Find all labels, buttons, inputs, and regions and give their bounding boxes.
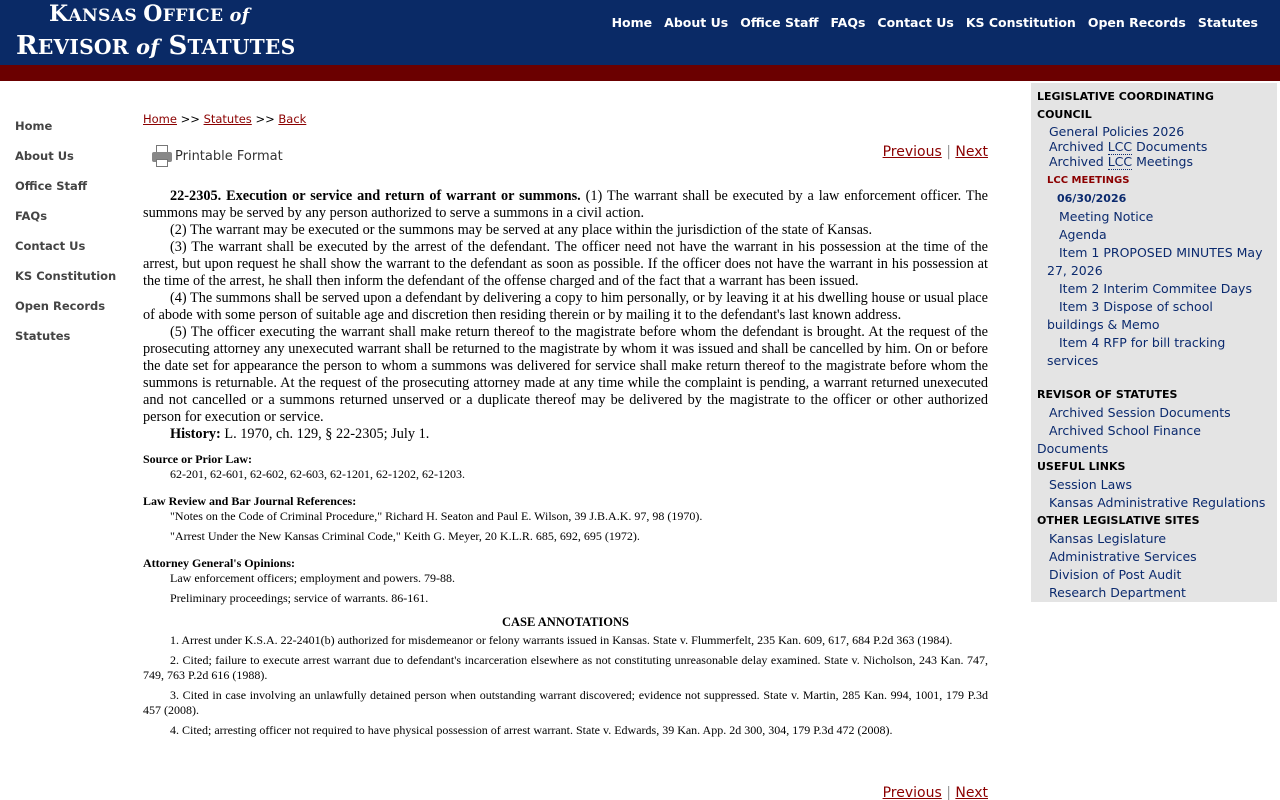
lcc-meetings-heading: LCC MEETINGS: [1047, 175, 1130, 186]
pager-bottom: Previous | Next: [882, 785, 988, 800]
printable-format-button[interactable]: [151, 144, 283, 168]
header-accent-bar: [0, 65, 1280, 81]
research-department-link[interactable]: Research Department: [1049, 585, 1186, 600]
top-nav-statutes[interactable]: Statutes: [1197, 15, 1258, 30]
agenda-link[interactable]: Agenda: [1059, 227, 1107, 242]
left-nav-home[interactable]: Home: [15, 119, 53, 133]
useful-links-heading: USEFUL LINKS: [1037, 460, 1126, 473]
item-4-link[interactable]: Item 4 RFP for bill tracking services: [1047, 335, 1226, 368]
meeting-notice-link[interactable]: Meeting Notice: [1059, 209, 1154, 224]
session-laws-link[interactable]: Session Laws: [1049, 477, 1133, 492]
case-annotation-item: 4. Cited; arresting officer not required to have physical possession of arrest warrant. State v. Edwards, 39 Kan. App. 2d 300, 304, 179 P.3d 472 (2008).: [170, 723, 893, 737]
top-nav-open-records[interactable]: Open Records: [1087, 15, 1186, 30]
division-of-post-audit-link[interactable]: Division of Post Audit: [1049, 567, 1182, 582]
previous-link[interactable]: Previous: [882, 785, 942, 800]
lcc-general-policies-link[interactable]: General Policies 2026: [1049, 124, 1185, 139]
printable-format-label: Printable Format: [175, 148, 283, 164]
other-sites-heading: OTHER LEGISLATIVE SITES: [1037, 514, 1200, 527]
top-nav-home[interactable]: Home: [611, 15, 653, 30]
lcc-archived-meetings-link[interactable]: Archived LCC Meetings: [1049, 154, 1193, 169]
kansas-legislature-link[interactable]: Kansas Legislature: [1049, 531, 1167, 546]
statute-paragraph-1: 22-2305. Execution or service and return of warrant or summons. (1) The warrant shall be executed by a law enforcement officer. The summons may be served by any person authorized to serve a summons in a civil action.: [143, 188, 988, 221]
administrative-services-link[interactable]: Administrative Services: [1049, 549, 1197, 564]
top-nav-ks-constitution[interactable]: KS Constitution: [965, 15, 1076, 30]
case-annotation-item: 3. Cited in case involving an unlawfully detained person when outstanding warrant discovered; evidence not suppressed. State v. Martin, 285 Kan. 994, 1001, 179 P.3d 457 (2008).: [143, 688, 988, 717]
pager-top: Previous | Next: [882, 144, 988, 160]
source-title: Source or Prior Law:: [143, 452, 252, 466]
breadcrumb-home-link[interactable]: Home: [143, 112, 177, 126]
statute-title: 22-2305. Execution or service and return of warrant or summons.: [170, 188, 581, 204]
next-link[interactable]: Next: [955, 144, 988, 160]
law-review-title: Law Review and Bar Journal References:: [143, 494, 357, 508]
previous-link[interactable]: Previous: [882, 144, 942, 160]
kansas-admin-regulations-link[interactable]: Kansas Administrative Regulations: [1049, 495, 1266, 510]
breadcrumb-statutes-link[interactable]: Statutes: [203, 112, 252, 126]
ag-opinions-title: Attorney General's Opinions:: [143, 556, 295, 570]
source-text: 62-201, 62-601, 62-602, 62-603, 62-1201, 62-1202, 62-1203.: [170, 467, 465, 481]
item-1-link[interactable]: Item 1 PROPOSED MINUTES May 27, 2026: [1047, 245, 1263, 278]
statute-paragraph-4: (4) The summons shall be served upon a defendant by delivering a copy to him personally, or by leaving it at his dwelling house or usual place of abode with some person of suitable age and discretion then residing therein or by mailing it to the defendant's last known address.: [143, 290, 988, 323]
case-annotation-item: 1. Arrest under K.S.A. 22-2401(b) authorized for misdemeanor or felony warrants issued in Kansas. State v. Flummerfelt, 235 Kan. 609, 617, 684 P.2d 363 (1984).: [170, 633, 953, 647]
law-review-item: "Arrest Under the New Kansas Criminal Code," Keith G. Meyer, 20 K.L.R. 685, 692, 695 (1972).: [170, 529, 640, 543]
left-nav-about-us[interactable]: About Us: [15, 149, 74, 163]
left-nav-ks-constitution[interactable]: KS Constitution: [15, 269, 117, 283]
next-link[interactable]: Next: [955, 785, 988, 800]
top-nav-office-staff[interactable]: Office Staff: [740, 15, 819, 30]
logo-line-2: REVISOR of STATUTES: [16, 31, 296, 61]
site-header: [0, 0, 1280, 65]
right-sidebar: [1031, 83, 1277, 602]
item-2-link[interactable]: Item 2 Interim Commitee Days: [1059, 281, 1252, 296]
law-review-item: "Notes on the Code of Criminal Procedure," Richard H. Seaton and Paul E. Wilson, 39 J.B.A.K. 97, 98 (1970).: [170, 509, 703, 523]
main-content: [143, 112, 988, 743]
top-nav-about-us[interactable]: About Us: [664, 15, 729, 30]
logo-line-1: KANSAS OFFICE of: [49, 1, 250, 27]
statute-history: History: L. 1970, ch. 129, § 22-2305; July 1.: [170, 426, 430, 442]
statute-paragraph-3: (3) The warrant shall be executed by the arrest of the defendant. The officer need not have the warrant in his possession at the time of the arrest, but upon request he shall show the warrant to the defendant as soon as possible. If the officer does not have the warrant in his possession at the time of the arrest, he shall then inform the defendant of the offense charged and of the fact that a warrant has been issued.: [143, 239, 988, 289]
ag-opinion-item: Law enforcement officers; employment and powers. 79-88.: [170, 571, 456, 585]
left-nav-open-records[interactable]: Open Records: [15, 299, 106, 313]
archived-school-finance-link[interactable]: Archived School Finance Documents: [1037, 423, 1201, 456]
printer-icon: [151, 144, 173, 168]
left-nav-contact-us[interactable]: Contact Us: [15, 239, 86, 253]
lcc-archived-documents-link[interactable]: Archived LCC Documents: [1049, 139, 1208, 154]
breadcrumb: Home >> Statutes >> Back: [143, 112, 307, 126]
archived-session-documents-link[interactable]: Archived Session Documents: [1049, 405, 1231, 420]
lcc-heading: LEGISLATIVE COORDINATING COUNCIL: [1037, 90, 1214, 121]
breadcrumb-back-link[interactable]: Back: [278, 112, 307, 126]
statute-paragraph-5: (5) The officer executing the warrant shall make return thereof to the magistrate before whom the defendant is brought. At the request of the prosecuting attorney any unexecuted warrant shall be returned to the magistrate by whom it was issued and shall be cancelled by him. On or before the date set for appearance the person to whom a summons was delivered for service shall make return thereof to the magistrate before whom the summons is returnable. At the request of the prosecuting attorney made at any time while the complaint is pending, a warrant returned unexecuted and not cancelled or a summons returned unserved or a duplicate thereof may be delivered by the magistrate to the officer or other authorized person for execution or service.: [143, 324, 988, 425]
left-nav: [15, 119, 116, 359]
meeting-date: 06/30/2026: [1057, 192, 1127, 205]
statute-text: [143, 188, 988, 426]
top-nav-faqs[interactable]: FAQs: [830, 15, 866, 30]
case-annotations-title: CASE ANNOTATIONS: [502, 615, 629, 629]
top-nav: [612, 15, 1258, 30]
left-nav-office-staff[interactable]: Office Staff: [15, 179, 88, 193]
left-nav-faqs[interactable]: FAQs: [15, 209, 48, 223]
top-nav-contact-us[interactable]: Contact Us: [877, 15, 954, 30]
case-annotation-item: 2. Cited; failure to execute arrest warrant due to defendant's incarceration elsewhere as not constituting unreasonable delay examined. State v. Nicholson, 243 Kan. 747, 749, 763 P.2d 616 (1988).: [143, 653, 988, 682]
revisor-heading: REVISOR OF STATUTES: [1037, 388, 1178, 401]
item-3-link[interactable]: Item 3 Dispose of school buildings & Memo: [1047, 299, 1213, 332]
statute-paragraph-2: (2) The warrant may be executed or the summons may be served at any place within the jurisdiction of the state of Kansas.: [170, 222, 873, 238]
ag-opinion-item: Preliminary proceedings; service of warrants. 86-161.: [170, 591, 429, 605]
left-nav-statutes[interactable]: Statutes: [15, 329, 71, 343]
